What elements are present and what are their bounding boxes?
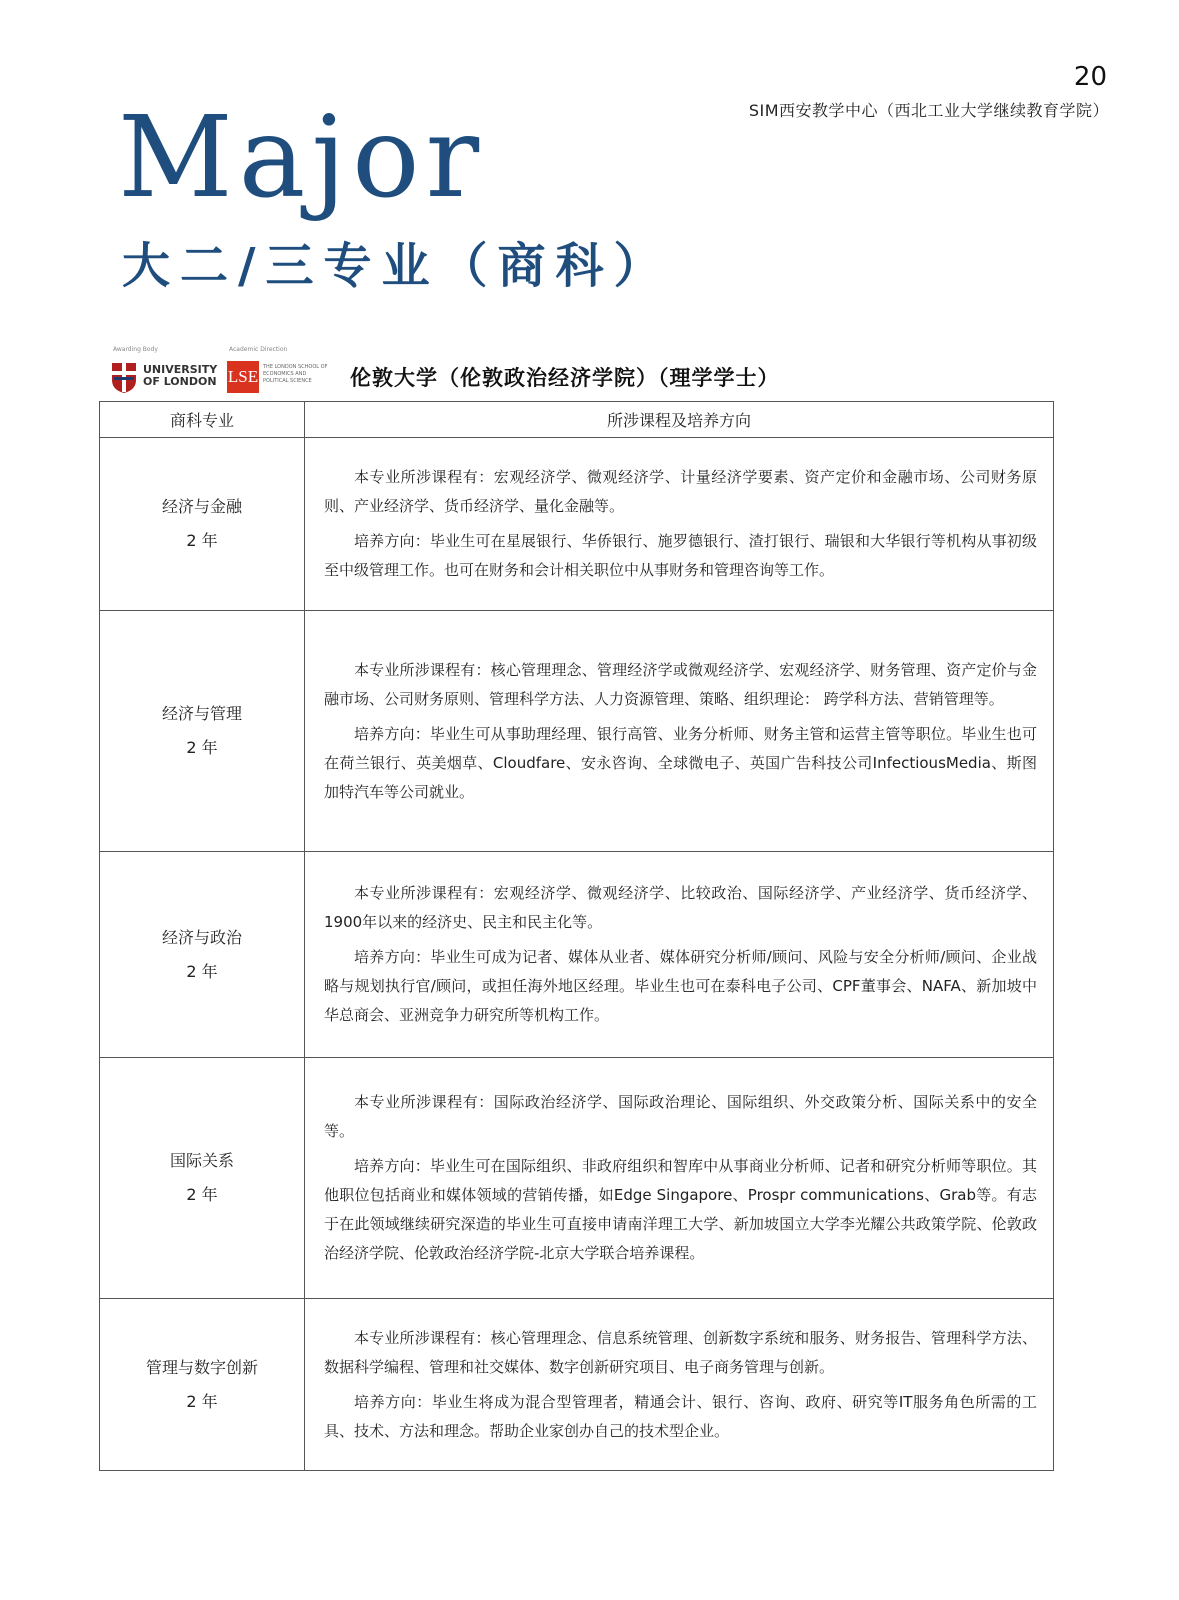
major-name: 经济与管理 xyxy=(161,704,242,723)
major-name-cell xyxy=(100,611,305,852)
major-career: 培养方向：毕业生将成为混合型管理者，精通会计、银行、咨询、政府、研究等IT服务角色所需的工具、技术、方法和理念。帮助企业家创办自己的技术型企业。 xyxy=(324,1392,1037,1440)
major-courses: 本专业所涉课程有：宏观经济学、微观经济学、计量经济学要素、资产定价和金融市场、公司财务原则、产业经济学、货币经济学、量化金融等。 xyxy=(324,468,1037,515)
table-row xyxy=(100,1299,1054,1471)
major-career: 培养方向：毕业生可成为记者、媒体从业者、媒体研究分析师/顾问、风险与安全分析师/顾问、企业战略与规划执行官/顾问，或担任海外地区经理。毕业生也可在泰科电子公司、CPF董事会、NAFA、新加坡中华总商会、亚洲竞争力研究所等机构工作。 xyxy=(324,948,1037,1024)
major-career: 培养方向：毕业生可从事助理经理、银行高管、业务分析师、财务主管和运营主管等职位。毕业生也可在荷兰银行、英美烟草、Cloudfare、安永咨询、全球微电子、英国广告科技公司InfectiousMedia、斯图加特汽车等公司就业。 xyxy=(324,724,1037,801)
major-name-cell xyxy=(100,1058,305,1299)
major-name-cell xyxy=(100,438,305,611)
major-name-cell xyxy=(100,852,305,1058)
major-career: 培养方向：毕业生可在国际组织、非政府组织和智库中从事商业分析师、记者和研究分析师等职位。其他职位包括商业和媒体领域的营销传播，如Edge Singapore、Prospr communications、Grab等。有志于在此领域继续研究深造的毕业生可直接申请南洋理工大学、新加坡国立大学李光耀公共政策学院、伦敦政治经济学院、伦敦政治经济学院-北京大学联合培养课程。 xyxy=(324,1157,1037,1262)
major-courses: 本专业所涉课程有：核心管理理念、信息系统管理、创新数字系统和服务、财务报告、管理科学方法、数据科学编程、管理和社交媒体、数字创新研究项目、电子商务管理与创新。 xyxy=(324,1328,1037,1376)
major-detail-cell xyxy=(305,852,1054,1058)
major-detail-cell xyxy=(305,1058,1054,1299)
major-courses: 本专业所涉课程有：核心管理理念、管理经济学或微观经济学、宏观经济学、财务管理、资产定价与金融市场、公司财务原则、管理科学方法、人力资源管理、策略、组织理论： 跨学科方法、营销管理等。 xyxy=(324,660,1037,708)
university-of-london-wordmark xyxy=(143,364,217,388)
uol-line-2: OF LONDON xyxy=(143,375,217,388)
institution-name: SIM西安教学中心（西北工业大学继续教育学院） xyxy=(748,101,1109,120)
major-courses: 本专业所涉课程有：宏观经济学、微观经济学、比较政治、国际经济学、产业经济学、货币经济学、1900年以来的经济史、民主和民主化等。 xyxy=(324,884,1037,931)
major-duration: 2 年 xyxy=(186,531,218,550)
table-row xyxy=(100,611,1054,852)
major-detail-cell xyxy=(305,438,1054,611)
university-of-london-crest-icon xyxy=(111,362,137,394)
table-row xyxy=(100,438,1054,611)
major-name: 经济与政治 xyxy=(161,927,242,947)
major-name: 国际关系 xyxy=(169,1151,234,1170)
majors-table xyxy=(99,401,1054,1471)
lse-wordmark: THE LONDON SCHOOL OF ECONOMICS AND POLITICAL SCIENCE xyxy=(263,364,328,384)
header-courses-career: 所涉课程及培养方向 xyxy=(305,402,1054,438)
uol-line-1: UNIVERSITY xyxy=(143,363,218,376)
table-row xyxy=(100,852,1054,1058)
major-detail-cell xyxy=(305,1299,1054,1471)
page-title: Major xyxy=(118,93,486,223)
academic-direction-caption: Academic Direction xyxy=(229,346,288,353)
program-title: 伦敦大学（伦敦政治经济学院）（理学学士） xyxy=(350,366,780,390)
awarding-body-caption: Awarding Body xyxy=(113,346,158,353)
table-header-row xyxy=(100,402,1054,438)
major-detail-cell xyxy=(305,611,1054,852)
major-duration: 2 年 xyxy=(186,961,218,981)
major-name: 管理与数字创新 xyxy=(145,1357,258,1377)
major-duration: 2 年 xyxy=(186,1185,218,1204)
lse-logo: LSE xyxy=(227,361,259,393)
page-number: 20 xyxy=(1073,62,1107,92)
major-name: 经济与金融 xyxy=(161,497,242,516)
header-major: 商科专业 xyxy=(100,402,305,438)
major-name-cell xyxy=(100,1299,305,1471)
page-subtitle: 大二/三专业（商科） xyxy=(122,238,672,294)
major-courses: 本专业所涉课程有：国际政治经济学、国际政治理论、国际组织、外交政策分析、国际关系中的安全等。 xyxy=(324,1093,1037,1140)
major-career: 培养方向：毕业生可在星展银行、华侨银行、施罗德银行、渣打银行、瑞银和大华银行等机构从事初级至中级管理工作。也可在财务和会计相关职位中从事财务和管理咨询等工作。 xyxy=(324,532,1037,579)
major-duration: 2 年 xyxy=(186,1391,218,1411)
table-row xyxy=(100,1058,1054,1299)
logo-strip xyxy=(111,346,333,398)
major-duration: 2 年 xyxy=(186,738,218,757)
